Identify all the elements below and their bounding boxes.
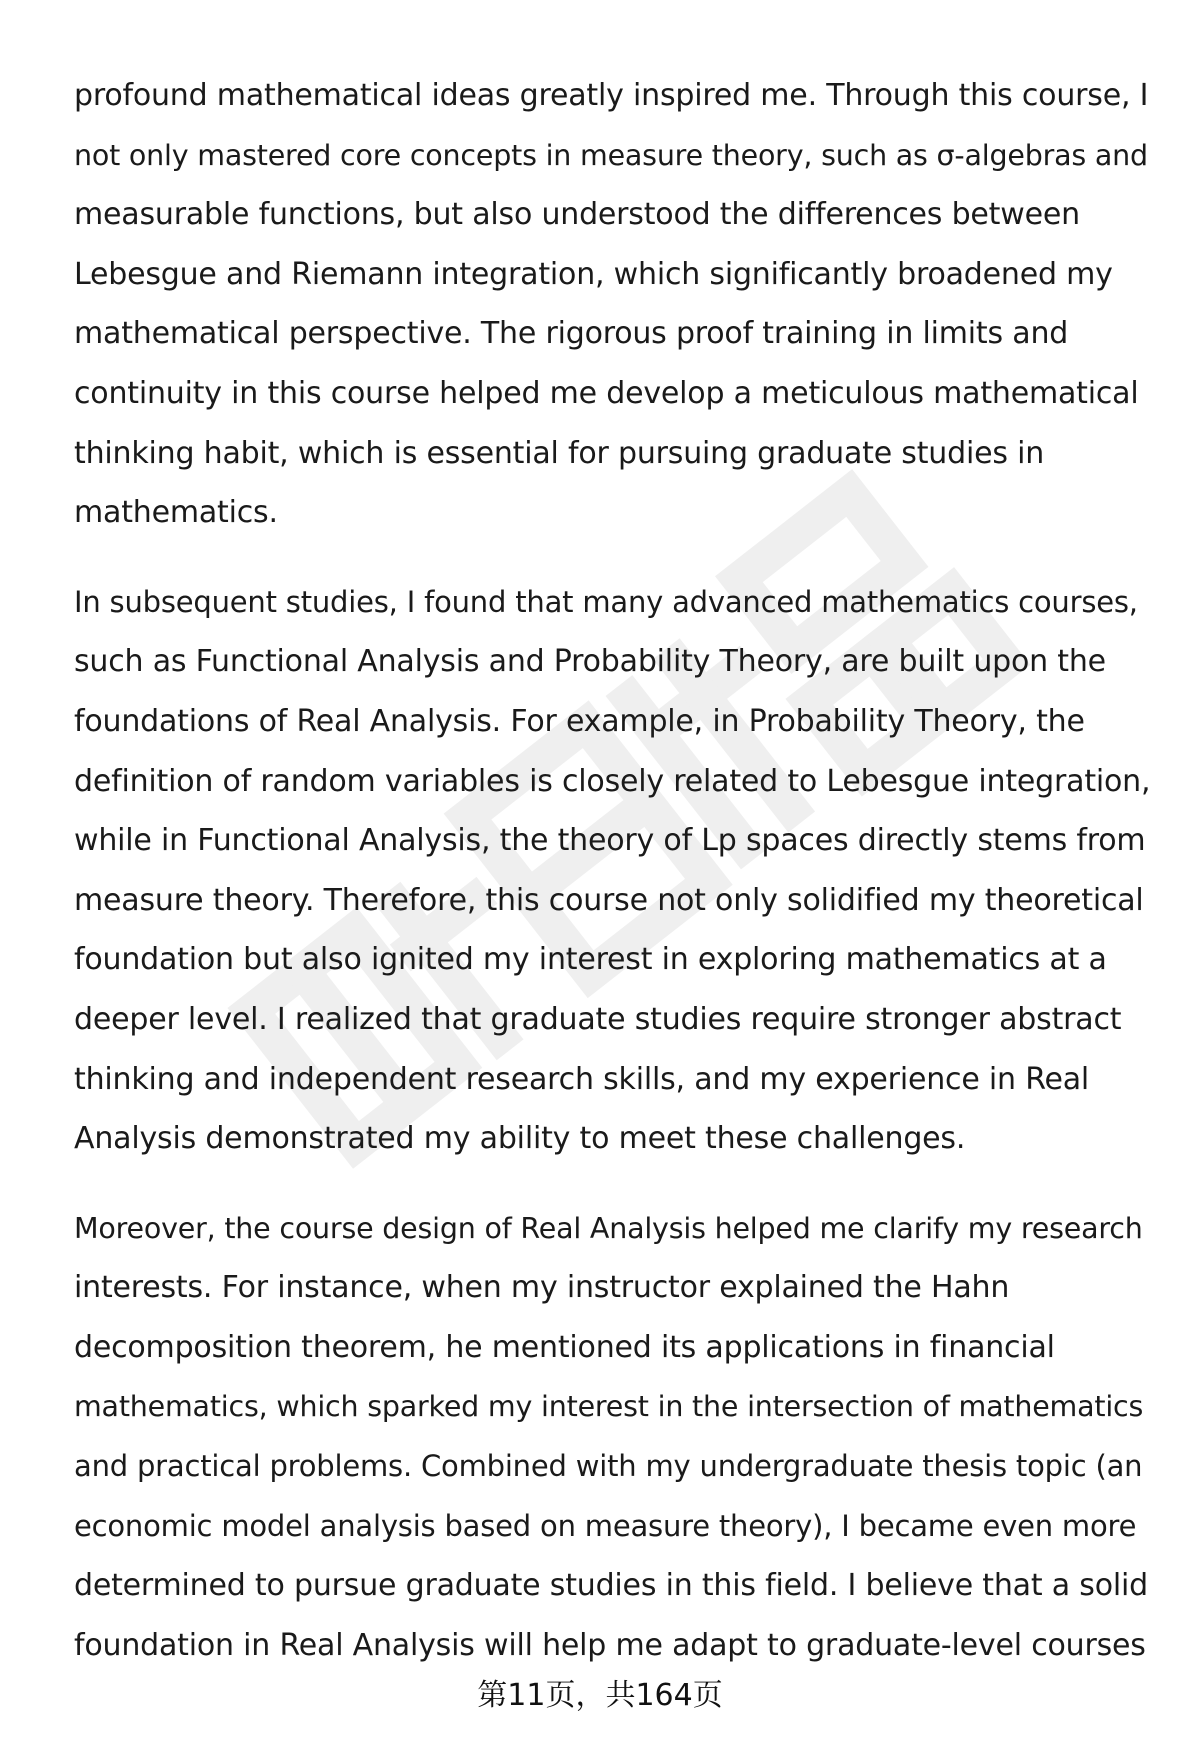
text-line: deeper level. I realized that graduate studies require stronger abstract <box>74 1001 1122 1037</box>
text-line: measurable functions, but also understood the differences between <box>74 197 1080 233</box>
page-number: 第11页，共164页 <box>477 1678 723 1713</box>
text-line: definition of random variables is closely related to Lebesgue integration, <box>74 763 1151 799</box>
text-line: profound mathematical ideas greatly inspired me. Through this course, I <box>74 78 1149 113</box>
text-line: and practical problems. Combined with my undergraduate thesis topic (an <box>74 1449 1143 1484</box>
text-line: mathematical perspective. The rigorous proof training in limits and <box>74 316 1069 352</box>
text-line: thinking and independent research skills, and my experience in Real <box>74 1061 1090 1097</box>
text-line: Analysis demonstrated my ability to meet these challenges. <box>74 1121 966 1157</box>
paragraph <box>74 1199 1154 1676</box>
text-line: while in Functional Analysis, the theory of Lp spaces directly stems from <box>74 823 1146 859</box>
text-line: such as Functional Analysis and Probability Theory, are built upon the <box>74 644 1106 680</box>
text-line: foundations of Real Analysis. For example, in Probability Theory, the <box>74 703 1085 739</box>
text-line: foundation but also ignited my interest in exploring mathematics at a <box>74 942 1107 978</box>
text-line: Lebesgue and Riemann integration, which significantly broadened my <box>74 256 1113 292</box>
text-line: continuity in this course helped me develop a meticulous mathematical <box>74 375 1139 411</box>
text-line: interests. For instance, when my instructor explained the Hahn <box>74 1270 1010 1306</box>
paragraph <box>74 66 1154 543</box>
text-line: thinking habit, which is essential for pursuing graduate studies in <box>74 435 1045 471</box>
text-line: economic model analysis based on measure theory), I became even more <box>74 1508 1137 1543</box>
text-line: foundation in Real Analysis will help me adapt to graduate-level courses <box>74 1627 1146 1663</box>
text-line: Moreover, the course design of Real Analysis helped me clarify my research <box>74 1211 1143 1245</box>
text-line: decomposition theorem, he mentioned its applications in financial <box>74 1329 1055 1365</box>
text-line: determined to pursue graduate studies in this field. I believe that a solid <box>74 1568 1148 1604</box>
text-line: not only mastered core concepts in measure theory, such as σ-algebras and <box>74 138 1148 172</box>
text-line: mathematics. <box>74 495 278 531</box>
document-body <box>74 66 1154 1705</box>
text-line: mathematics, which sparked my interest in the intersection of mathematics <box>74 1390 1144 1424</box>
paragraph <box>74 573 1154 1169</box>
text-line: In subsequent studies, I found that many advanced mathematics courses, <box>74 584 1138 619</box>
text-line: measure theory. Therefore, this course not only solidified my theoretical <box>74 882 1144 918</box>
